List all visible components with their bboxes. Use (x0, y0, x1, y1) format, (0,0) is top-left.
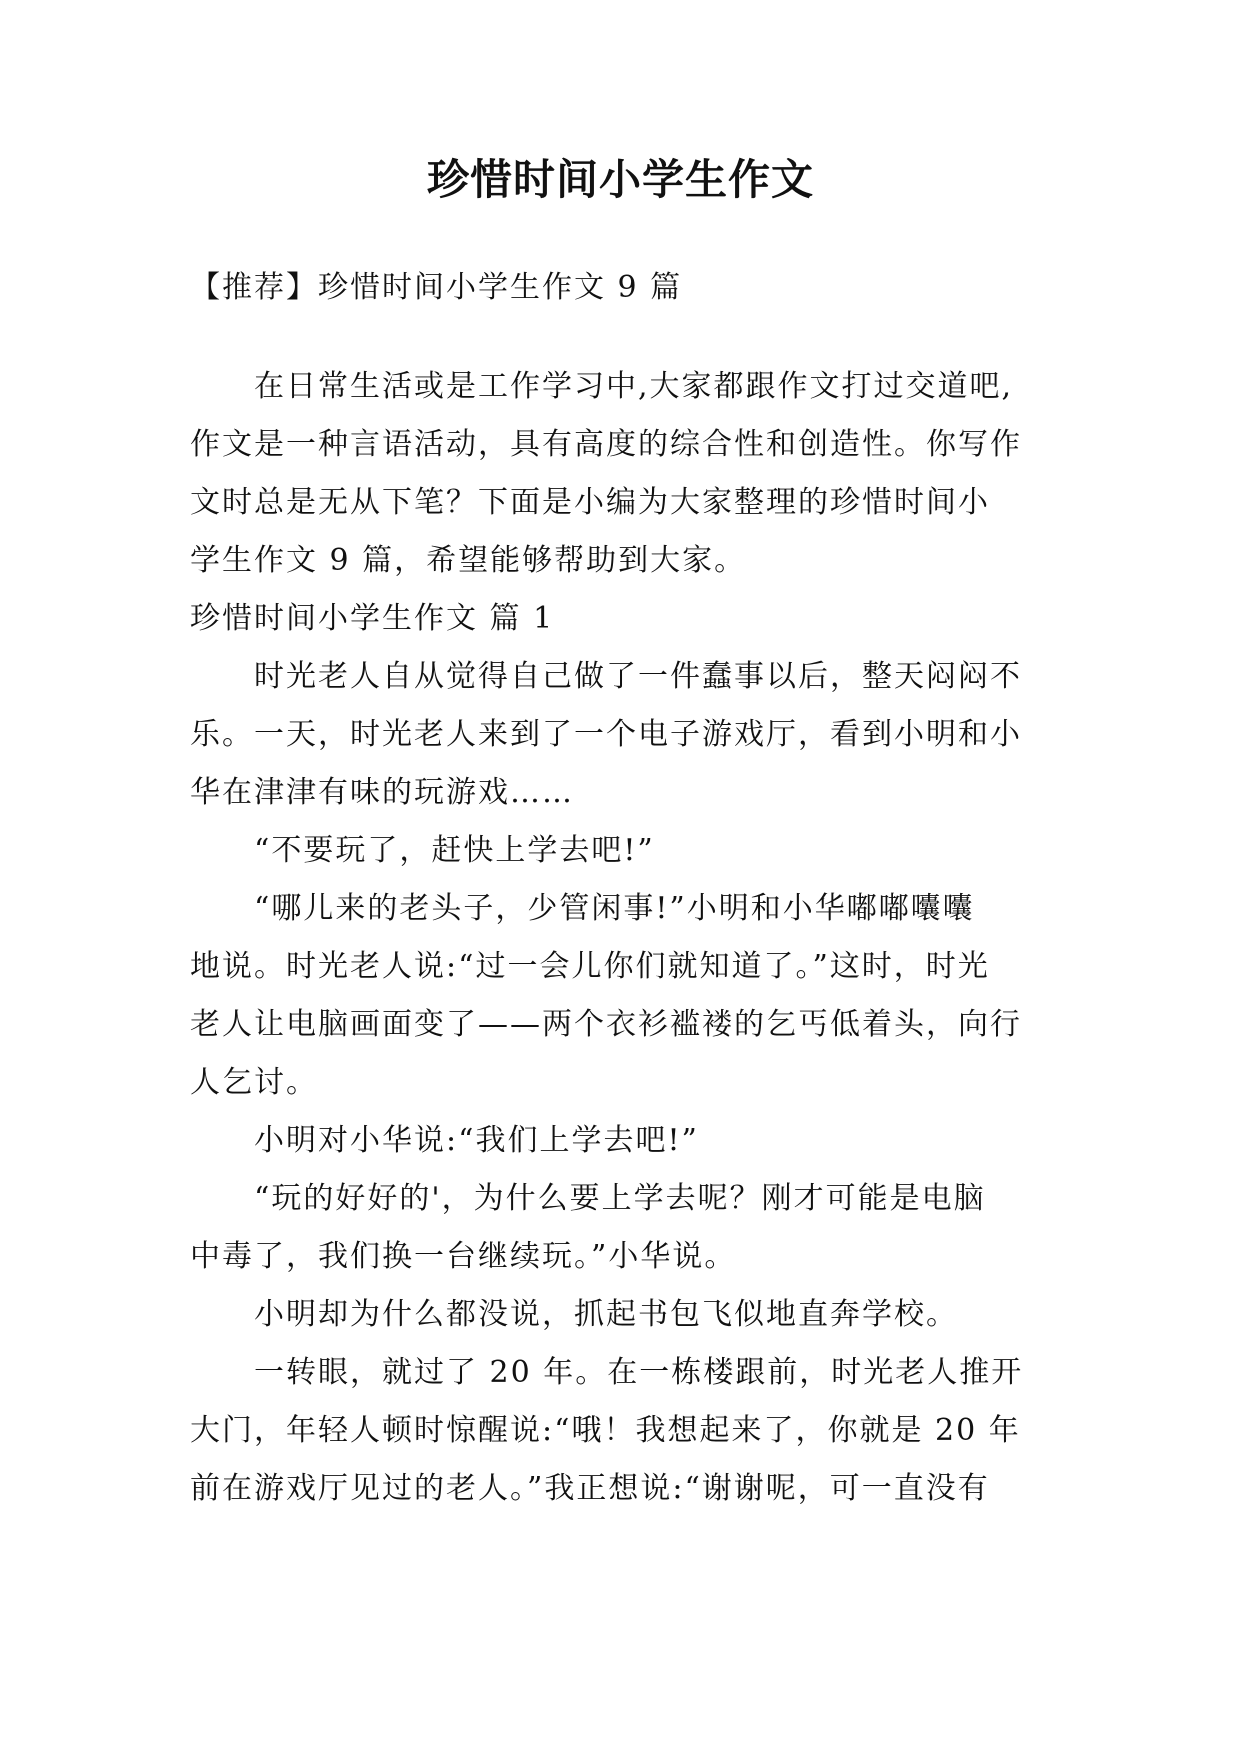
story-line: 时光老人自从觉得自己做了一件蠢事以后，整天闷闷不 (254, 659, 1022, 694)
story-line: 乐。一天，时光老人来到了一个电子游戏厅，看到小明和小 (190, 717, 1022, 752)
story-line: 老人让电脑画面变了——两个衣衫褴褛的乞丐低着头，向行 (190, 1007, 1022, 1042)
story-line: 小明却为什么都没说，抓起书包飞似地直奔学校。 (254, 1297, 958, 1332)
story-line: 中毒了，我们换一台继续玩。”小华说。 (190, 1239, 737, 1274)
recommendation-text: 【推荐】珍惜时间小学生作文 9 篇 (190, 270, 683, 305)
intro-line: 作文是一种言语活动，具有高度的综合性和创造性。你写作 (190, 427, 1022, 462)
intro-paragraph (190, 358, 1055, 1518)
intro-line: 在日常生活或是工作学习中,大家都跟作文打过交道吧, (254, 369, 1014, 404)
recommendation-line (190, 259, 1055, 317)
section-heading: 珍惜时间小学生作文 篇 1 (190, 601, 555, 636)
story-line: “玩的好好的'，为什么要上学去呢？刚才可能是电脑 (254, 1181, 986, 1216)
story-line: “不要玩了，赶快上学去吧!” (254, 833, 655, 868)
intro-line: 文时总是无从下笔？下面是小编为大家整理的珍惜时间小 (190, 485, 990, 520)
story-line: 前在游戏厅见过的老人。”我正想说:“谢谢呢，可一直没有 (190, 1471, 990, 1506)
story-line: “哪儿来的老头子，少管闲事!”小明和小华嘟嘟囔囔 (254, 891, 975, 926)
document-title: 珍惜时间小学生作文 (426, 155, 814, 204)
story-line: 华在津津有味的玩游戏…… (190, 775, 574, 810)
story-line: 小明对小华说:“我们上学去吧!” (254, 1123, 699, 1158)
intro-line: 学生作文 9 篇，希望能够帮助到大家。 (190, 543, 747, 578)
story-line: 人乞讨。 (190, 1065, 318, 1100)
story-line: 地说。时光老人说:“过一会儿你们就知道了。”这时，时光 (190, 949, 990, 984)
story-line: 一转眼，就过了 20 年。在一栋楼跟前，时光老人推开 (254, 1355, 1024, 1390)
story-line: 大门，年轻人顿时惊醒说:“哦！我想起来了，你就是 20 年 (190, 1413, 1021, 1448)
